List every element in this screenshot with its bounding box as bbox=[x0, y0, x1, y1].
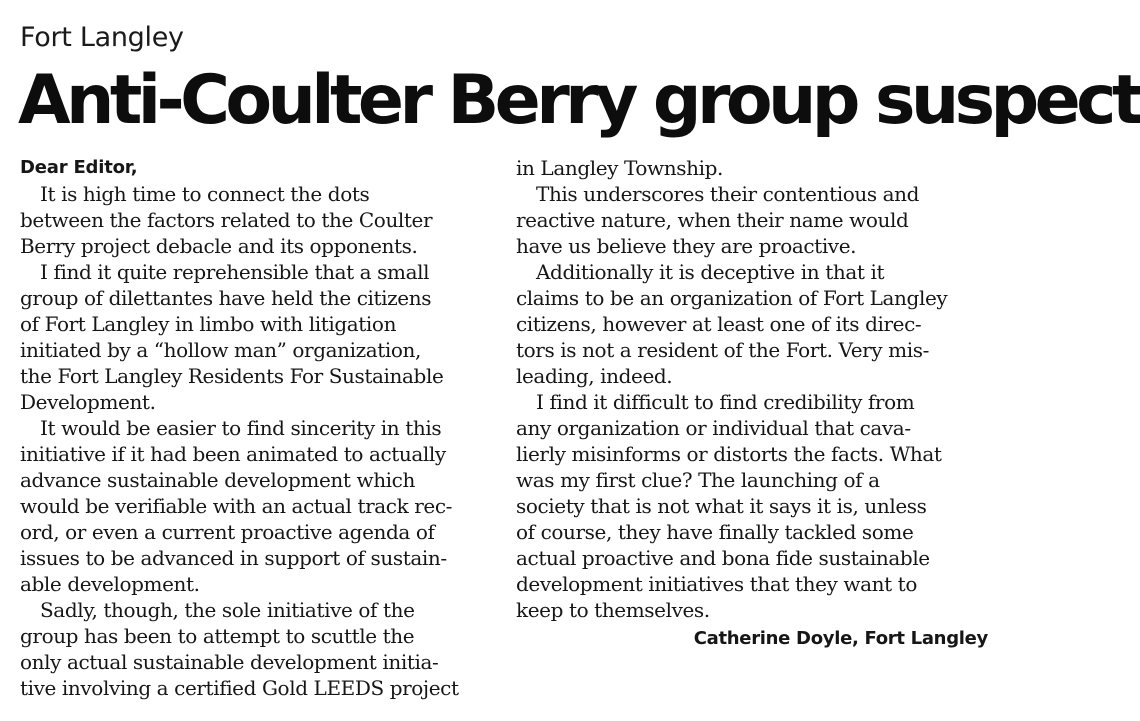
body-line: actual proactive and bona fide sustainable bbox=[516, 546, 930, 570]
body-line: of course, they have finally tackled some bbox=[516, 520, 914, 544]
salutation: Dear Editor, bbox=[20, 157, 138, 178]
body-line: tors is not a resident of the Fort. Very mis- bbox=[516, 338, 929, 362]
body-line: Development. bbox=[20, 390, 156, 414]
body-line: group of dilettantes have held the citizens bbox=[20, 286, 432, 310]
body-line: initiative if it had been animated to actually bbox=[20, 442, 446, 466]
body-line: ord, or even a current proactive agenda of bbox=[20, 520, 435, 544]
body-line: only actual sustainable development initia- bbox=[20, 650, 439, 674]
body-line: able development. bbox=[20, 572, 200, 596]
body-line: of Fort Langley in limbo with litigation bbox=[20, 312, 397, 336]
body-line: It would be easier to find sincerity in this bbox=[40, 416, 442, 440]
body-line: have us believe they are proactive. bbox=[516, 234, 857, 258]
body-line: in Langley Township. bbox=[516, 156, 723, 180]
body-line: Berry project debacle and its opponents. bbox=[20, 234, 418, 258]
body-line: claims to be an organization of Fort Langley bbox=[516, 286, 948, 310]
section-kicker: Fort Langley bbox=[20, 22, 184, 53]
body-line: advance sustainable development which bbox=[20, 468, 415, 492]
body-line: was my first clue? The launching of a bbox=[516, 468, 880, 492]
body-line: any organization or individual that cava- bbox=[516, 416, 911, 440]
body-line: would be verifiable with an actual track rec- bbox=[20, 494, 453, 518]
letter-column-left bbox=[20, 155, 492, 701]
body-line: lierly misinforms or distorts the facts. What bbox=[516, 442, 942, 466]
body-line: tive involving a certified Gold LEEDS project bbox=[20, 676, 459, 700]
body-line: citizens, however at least one of its direc- bbox=[516, 312, 922, 336]
body-line: This underscores their contentious and bbox=[536, 182, 920, 206]
body-line: development initiatives that they want to bbox=[516, 572, 917, 596]
body-line: keep to themselves. bbox=[516, 598, 710, 622]
body-line: I find it difficult to find credibility from bbox=[536, 390, 915, 414]
body-line: issues to be advanced in support of sustain- bbox=[20, 546, 447, 570]
body-line: group has been to attempt to scuttle the bbox=[20, 624, 415, 648]
body-line: Sadly, though, the sole initiative of the bbox=[40, 598, 415, 622]
body-line: society that is not what it says it is, unless bbox=[516, 494, 927, 518]
body-line: Additionally it is deceptive in that it bbox=[536, 260, 885, 284]
headline: Anti-Coulter Berry group suspect bbox=[18, 61, 1140, 140]
body-line: reactive nature, when their name would bbox=[516, 208, 909, 232]
body-line: initiated by a “hollow man” organization, bbox=[20, 338, 421, 362]
body-line: I find it quite reprehensible that a small bbox=[40, 260, 430, 284]
body-line: leading, indeed. bbox=[516, 364, 673, 388]
body-line: It is high time to connect the dots bbox=[40, 182, 370, 206]
body-line: between the factors related to the Coulter bbox=[20, 208, 433, 232]
letter-column-right bbox=[516, 155, 988, 653]
signature: Catherine Doyle, Fort Langley bbox=[693, 628, 988, 649]
body-line: the Fort Langley Residents For Sustainable bbox=[20, 364, 444, 388]
